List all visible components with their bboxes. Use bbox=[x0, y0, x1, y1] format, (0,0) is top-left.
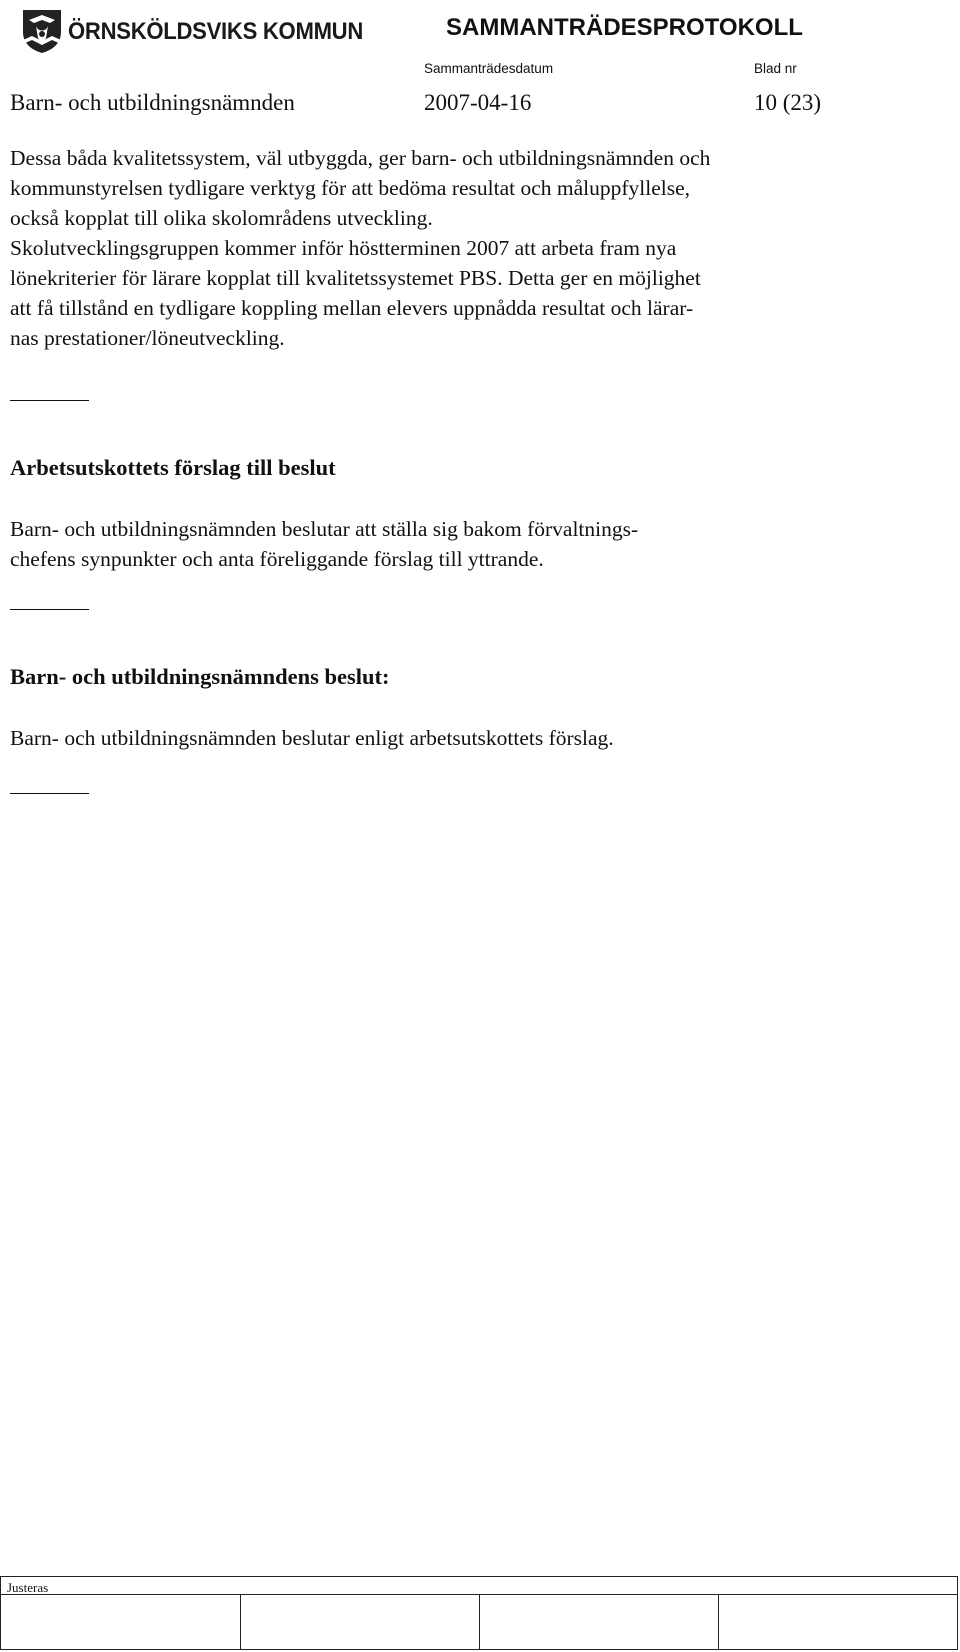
signature-box bbox=[0, 1576, 958, 1650]
intro-line: kommunstyrelsen tydligare verktyg för att bedöma resultat och måluppfyllelse, bbox=[10, 176, 691, 200]
decision-paragraph bbox=[10, 723, 614, 753]
meeting-date: 2007-04-16 bbox=[424, 90, 532, 115]
intro-line: Skolutvecklingsgruppen kommer inför höstterminen 2007 att arbeta fram nya bbox=[10, 236, 677, 260]
section-divider bbox=[10, 609, 89, 610]
signature-cell bbox=[479, 1594, 480, 1649]
signature-label: Justeras bbox=[7, 1580, 49, 1595]
decision-text: Barn- och utbildningsnämnden beslutar enligt arbetsutskottets förslag. bbox=[10, 726, 614, 750]
signature-cell bbox=[718, 1594, 719, 1649]
municipality-logo bbox=[20, 8, 364, 54]
intro-paragraph bbox=[10, 143, 710, 353]
date-label: Sammanträdesdatum bbox=[424, 61, 554, 76]
page-label: Blad nr bbox=[754, 61, 797, 76]
intro-line: nas prestationer/löneutveckling. bbox=[10, 326, 285, 350]
au-heading: Arbetsutskottets förslag till beslut bbox=[10, 455, 336, 480]
decision-heading: Barn- och utbildningsnämndens beslut: bbox=[10, 664, 390, 689]
municipality-name: ÖRNSKÖLDSVIKS KOMMUN bbox=[68, 18, 364, 45]
intro-line: lönekriterier för lärare kopplat till kvalitetssystemet PBS. Detta ger en möjlighet bbox=[10, 266, 701, 290]
au-line: chefens synpunkter och anta föreliggande förslag till yttrande. bbox=[10, 547, 544, 571]
intro-line: Dessa båda kvalitetssystem, väl utbyggda, ger barn- och utbildningsnämnden och bbox=[10, 146, 711, 170]
coat-of-arms-icon bbox=[20, 8, 64, 54]
committee-name: Barn- och utbildningsnämnden bbox=[10, 90, 295, 115]
section-divider bbox=[10, 400, 89, 401]
intro-line: att få tillstånd en tydligare koppling mellan elevers uppnådda resultat och lärar- bbox=[10, 296, 694, 320]
document-type: SAMMANTRÄDESPROTOKOLL bbox=[446, 14, 803, 41]
section-divider bbox=[10, 793, 89, 794]
signature-cell bbox=[240, 1594, 241, 1649]
au-paragraph bbox=[10, 514, 638, 574]
au-line: Barn- och utbildningsnämnden beslutar att ställa sig bakom förvaltnings- bbox=[10, 517, 639, 541]
intro-line: också kopplat till olika skolområdens utveckling. bbox=[10, 206, 433, 230]
page-number: 10 (23) bbox=[754, 90, 822, 115]
